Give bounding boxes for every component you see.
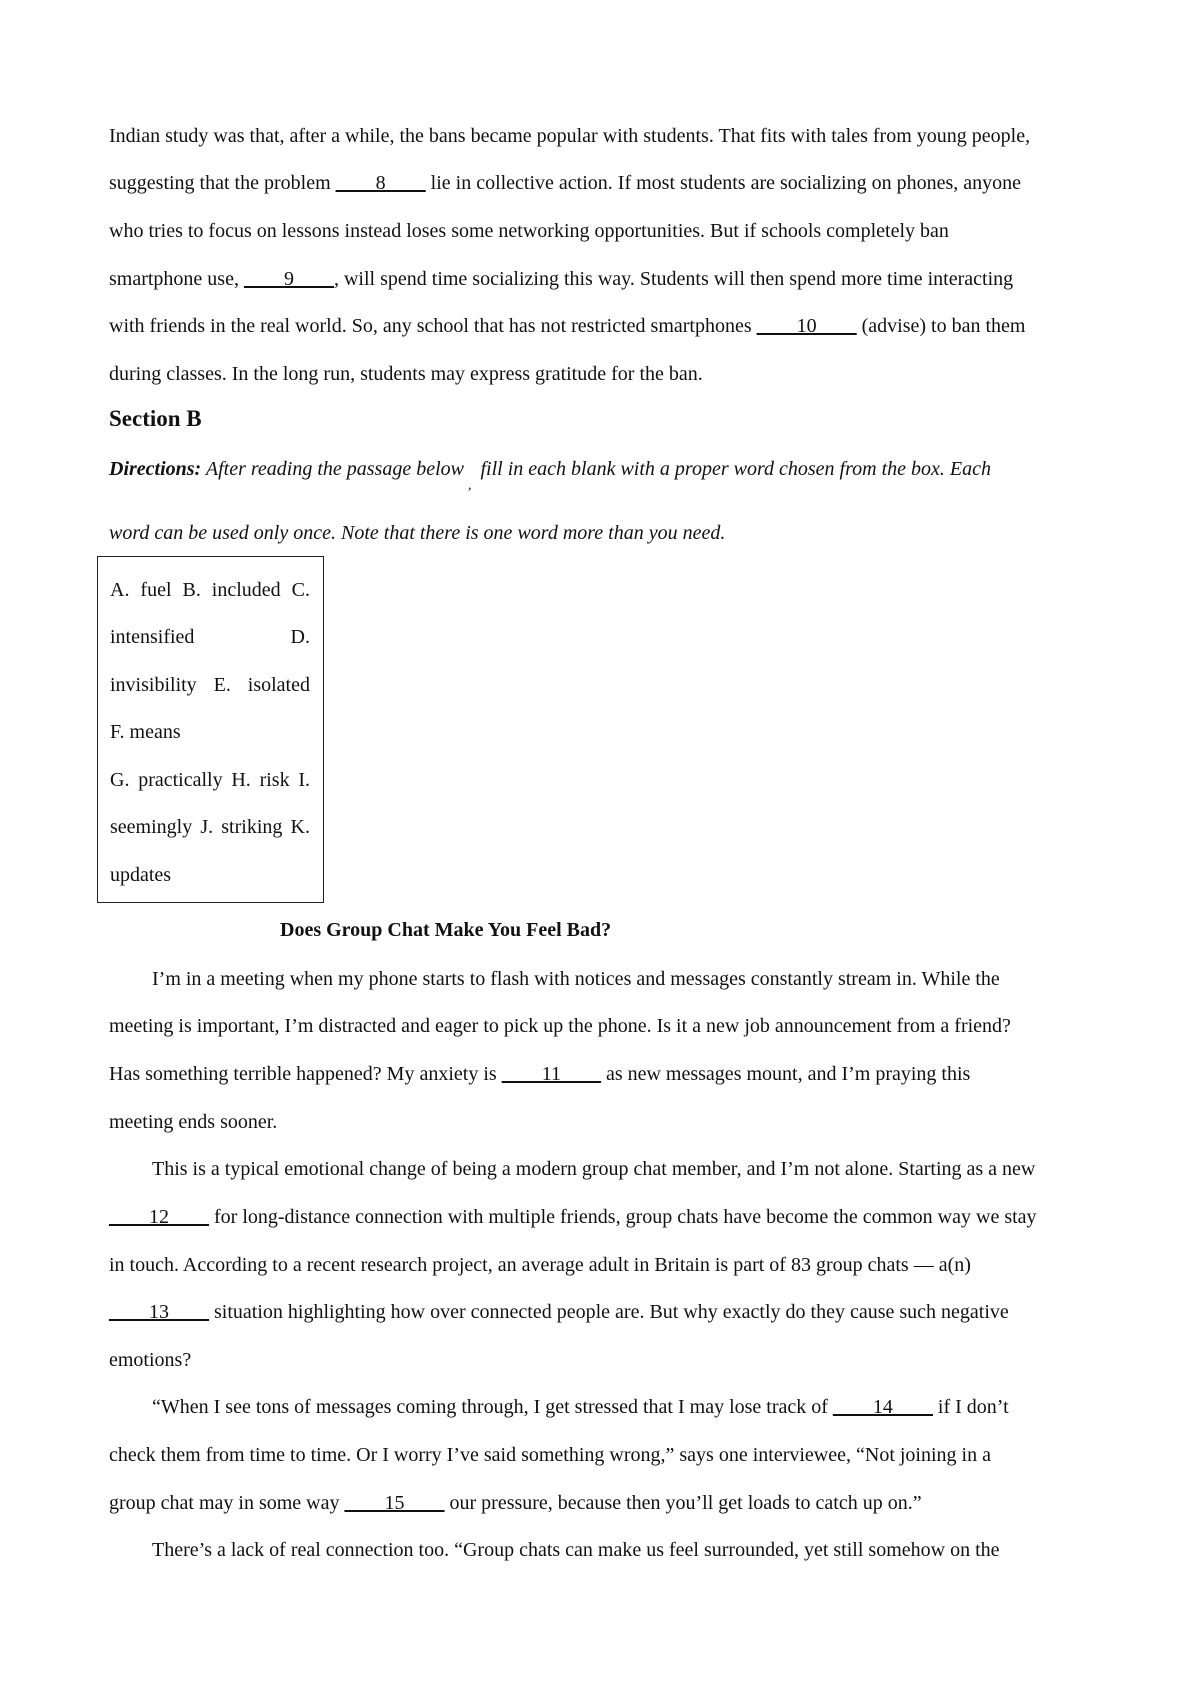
option-word: isolated xyxy=(247,674,310,696)
word-box-line-4 xyxy=(110,720,310,744)
text: check them from time to time. Or I worry I’ve said something wrong,” says one interviewee, “Not joining in a xyxy=(109,1444,991,1466)
text: Has something terrible happened? My anxiety is xyxy=(109,1063,502,1085)
text: (advise) to ban them xyxy=(856,315,1026,337)
p2-line-4 xyxy=(109,1300,1009,1324)
option-word: fuel xyxy=(140,579,172,601)
option-word: intensified xyxy=(110,626,195,648)
option-letter: B. xyxy=(182,579,201,601)
text: After reading the passage below xyxy=(201,458,464,480)
text: fill in each blank with a proper word chosen from the box. Each xyxy=(475,458,991,480)
text: with friends in the real world. So, any school that has not restricted smartphones xyxy=(109,315,757,337)
directions-line-2 xyxy=(109,521,725,545)
option-word: practically xyxy=(138,769,223,791)
p4-line-1 xyxy=(152,1538,1000,1562)
text: “When I see tons of messages coming through, I get stressed that I may lose track of xyxy=(152,1396,833,1418)
passage-a-line-2 xyxy=(109,171,1021,195)
text: suggesting that the problem xyxy=(109,172,336,194)
text: meeting ends sooner. xyxy=(109,1111,278,1133)
option-word: risk xyxy=(259,769,290,791)
text: I’m in a meeting when my phone starts to flash with notices and messages constantly stream in. While the xyxy=(152,968,1000,990)
directions-label: Directions: xyxy=(109,458,202,480)
blank-12: ____12____ xyxy=(109,1206,209,1228)
p3-line-3 xyxy=(109,1491,922,1515)
word-box-line-6 xyxy=(110,815,310,839)
text: Indian study was that, after a while, the bans became popular with students. That fits with tales from young people, xyxy=(109,125,1031,147)
text: if I don’t xyxy=(932,1396,1009,1418)
blank-9: ____9____ xyxy=(243,268,334,290)
text: our pressure, because then you’ll get loads to catch up on.” xyxy=(444,1492,922,1514)
text: There’s a lack of real connection too. “Group chats can make us feel surrounded, yet still somehow on the xyxy=(152,1539,1000,1561)
word-box-line-3 xyxy=(110,673,310,697)
option-letter: D. xyxy=(290,626,310,648)
text: who tries to focus on lessons instead loses some networking opportunities. But if schools completely ban xyxy=(109,220,949,242)
option-word: seemingly xyxy=(110,816,193,838)
option-word: striking xyxy=(221,816,283,838)
option-letter: J. xyxy=(200,816,214,838)
word-box-line-7 xyxy=(110,863,310,887)
p1-line-1 xyxy=(152,967,1000,991)
text: in touch. According to a recent research project, an average adult in Britain is part of 83 group chats — a(n) xyxy=(109,1254,971,1276)
blank-10: ____10____ xyxy=(756,315,857,337)
option-word: included xyxy=(211,579,281,601)
p2-line-2 xyxy=(109,1205,1037,1229)
p2-line-5 xyxy=(109,1348,191,1372)
option-letter: I. xyxy=(298,769,310,791)
text: for long-distance connection with multiple friends, group chats have become the common way we stay xyxy=(209,1206,1037,1228)
text: smartphone use, xyxy=(109,268,244,290)
directions-line-1 xyxy=(109,457,991,498)
passage-a-line-1 xyxy=(109,124,1030,148)
blank-15: ____15____ xyxy=(344,1492,445,1514)
section-b-heading: Section B xyxy=(109,406,202,431)
p3-line-2 xyxy=(109,1443,991,1467)
option-letter: A. xyxy=(110,579,130,601)
passage-a-line-5 xyxy=(109,314,1025,338)
p3-line-1 xyxy=(152,1395,1009,1419)
text: This is a typical emotional change of being a modern group chat member, and I’m not alone. Starting as a new xyxy=(152,1158,1036,1180)
blank-14: ____14____ xyxy=(832,1396,933,1418)
text: lie in collective action. If most students are socializing on phones, anyone xyxy=(425,172,1022,194)
option-letter: K. xyxy=(290,816,310,838)
text: as new messages mount, and I’m praying this xyxy=(600,1063,971,1085)
option-word: updates xyxy=(110,864,172,886)
blank-8: ____8____ xyxy=(335,172,426,194)
text: emotions? xyxy=(109,1349,192,1371)
option-word: invisibility xyxy=(110,674,197,696)
passage-title: Does Group Chat Make You Feel Bad? xyxy=(280,919,612,941)
option-letter: C. xyxy=(291,579,310,601)
text: word can be used only once. Note that there is one word more than you need. xyxy=(109,522,726,544)
p1-line-3 xyxy=(109,1062,970,1086)
word-box-line-5 xyxy=(110,768,310,792)
word-box xyxy=(97,556,324,903)
p1-line-4 xyxy=(109,1110,277,1134)
blank-11: ____11____ xyxy=(501,1063,601,1085)
option-letter: E. xyxy=(213,674,231,696)
passage-a-line-6 xyxy=(109,362,703,386)
word-box-line-2 xyxy=(110,625,310,649)
p2-line-3 xyxy=(109,1253,971,1277)
option-text: F. means xyxy=(110,721,181,743)
text: during classes. In the long run, students may express gratitude for the ban. xyxy=(109,363,703,385)
passage-a-line-3 xyxy=(109,219,949,243)
text: meeting is important, I’m distracted and eager to pick up the phone. Is it a new job announcement from a friend? xyxy=(109,1015,1011,1037)
passage-a-line-4 xyxy=(109,267,1013,291)
option-letter: G. xyxy=(110,769,130,791)
p1-line-2 xyxy=(109,1014,1011,1038)
text: group chat may in some way xyxy=(109,1492,345,1514)
option-letter: H. xyxy=(231,769,251,791)
text: situation highlighting how over connected people are. But why exactly do they cause such negative xyxy=(209,1301,1009,1323)
comma: , xyxy=(467,478,472,493)
text: , will spend time socializing this way. Students will then spend more time interacting xyxy=(333,268,1014,290)
blank-13: ____13____ xyxy=(109,1301,209,1323)
word-box-line-1 xyxy=(110,578,310,602)
p2-line-1 xyxy=(152,1157,1035,1181)
